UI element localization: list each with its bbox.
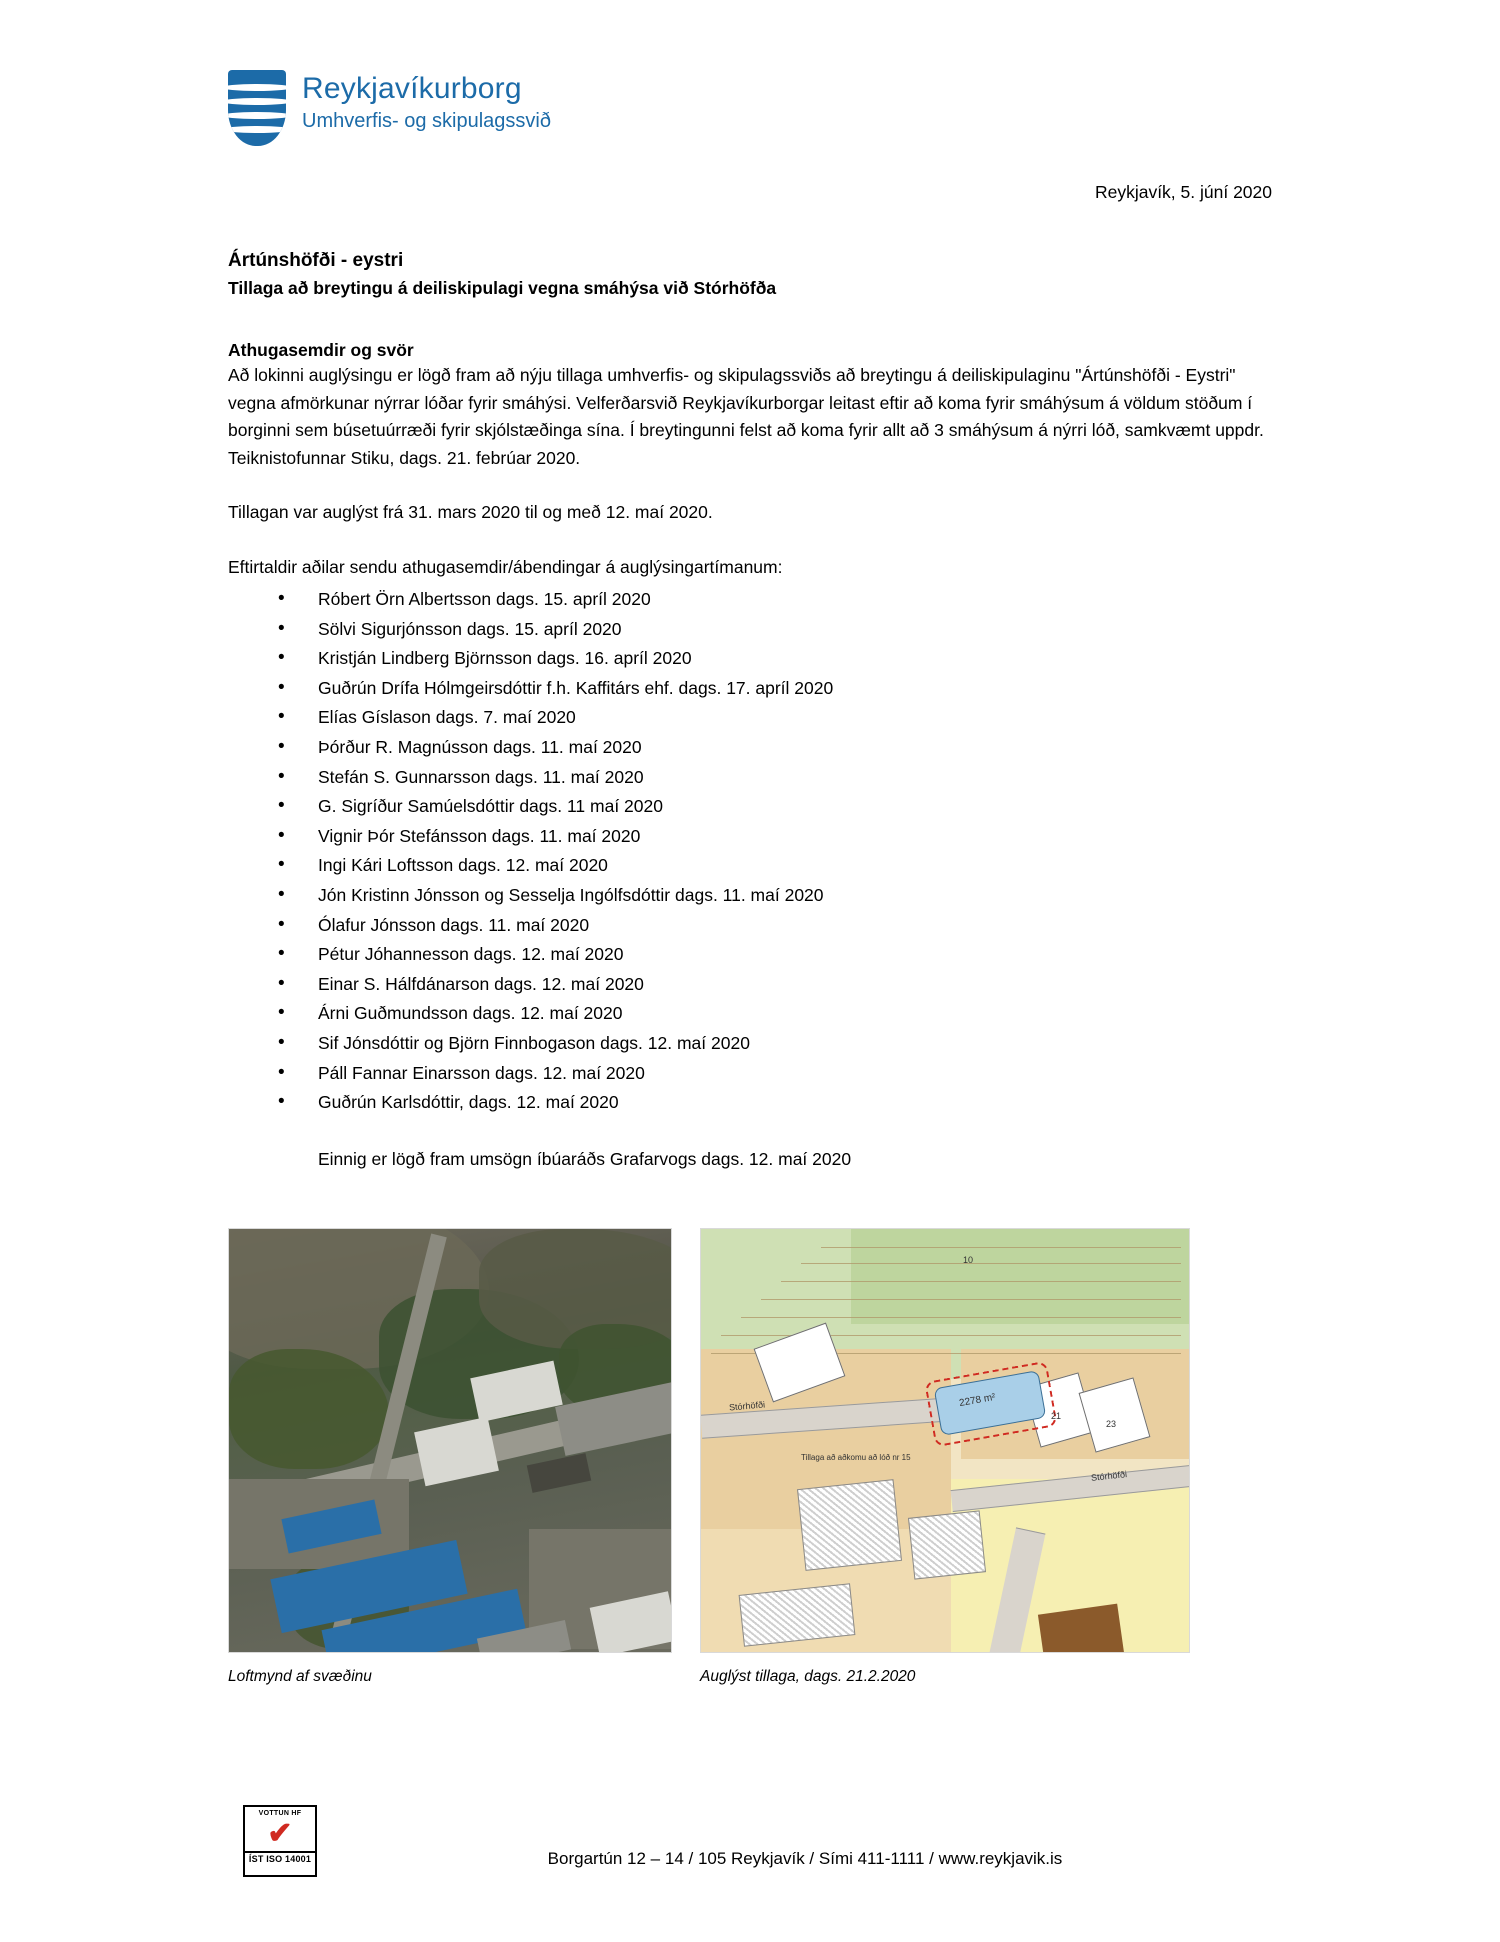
brand-text-block	[302, 70, 551, 134]
list-item: • Páll Fannar Einarsson dags. 12. maí 2020	[228, 1059, 1275, 1089]
list-item: • Árni Guðmundsson dags. 12. maí 2020	[228, 999, 1275, 1029]
certification-bottom-label: ÍST ISO 14001	[245, 1851, 315, 1864]
page-title: Ártúnshöfði - eystri	[228, 250, 404, 271]
checkmark-icon: ✔	[267, 1817, 293, 1850]
list-item: • Þórður R. Magnússon dags. 11. maí 2020	[228, 733, 1275, 763]
list-item: • Róbert Örn Albertsson dags. 15. apríl 2020	[228, 585, 1275, 615]
plan-drawing-image	[700, 1228, 1190, 1653]
certification-top-label: VOTTUN HF	[245, 1810, 315, 1817]
plot-number-23: 23	[1106, 1419, 1117, 1429]
street-label-1: Stórhöfði	[728, 1399, 766, 1413]
aerial-photo-image	[228, 1228, 672, 1653]
list-item: • Kristján Lindberg Björnsson dags. 16. apríl 2020	[228, 644, 1275, 674]
list-item: • Stefán S. Gunnarsson dags. 11. maí 2020	[228, 763, 1275, 793]
section-heading: Athugasemdir og svör	[228, 340, 414, 360]
figure-aerial-photo	[228, 1228, 672, 1685]
list-item: • Ólafur Jónsson dags. 11. maí 2020	[228, 911, 1275, 941]
list-item: • Ingi Kári Loftsson dags. 12. maí 2020	[228, 851, 1275, 881]
advertised-paragraph: Tillagan var auglýst frá 31. mars 2020 til og með 12. maí 2020.	[228, 502, 713, 522]
brand-department: Umhverfis- og skipulagssvið	[302, 110, 551, 132]
footer-address-text: Borgartún 12 – 14 / 105 Reykjavík / Sími 411-1111 / www.reykjavik.is	[547, 1849, 1063, 1868]
list-item: • Sif Jónsdóttir og Björn Finnbogason dags. 12. maí 2020	[228, 1029, 1275, 1059]
list-item: • Elías Gíslason dags. 7. maí 2020	[228, 703, 1275, 733]
closing-note: Einnig er lögð fram umsögn íbúaráðs Grafarvogs dags. 12. maí 2020	[318, 1148, 852, 1169]
figure-plan-drawing	[700, 1228, 1190, 1685]
page-subtitle: Tillaga að breytingu á deiliskipulagi vegna smáhýsa við Stórhöfða	[228, 278, 777, 298]
list-item: • Guðrún Karlsdóttir, dags. 12. maí 2020	[228, 1088, 1275, 1118]
list-item: • Sölvi Sigurjónsson dags. 15. apríl 2020	[228, 615, 1275, 645]
letterhead	[228, 70, 551, 146]
list-item: • G. Sigríður Samúelsdóttir dags. 11 maí 2020	[228, 792, 1275, 822]
plot-number-10: 10	[963, 1255, 974, 1265]
intro-paragraph: Að lokinni auglýsingu er lögð fram að nýju tillaga umhverfis- og skipulagssviðs að breytingu á deiliskipulaginu "Ártúnshöfði - Eystri" vegna afmörkunar nýrrar lóðar fyrir smáhýsi. Velferðarsvið Reykjavíkurborgar leitast eftir að koma fyrir smáhýsum á völdum stöðum í borginni sem búsetuúrræði fyrir skjólstæðinga sína. Í breytingunni felst að koma fyrir allt að 3 smáhýsum á nýrri lóð, samkvæmt uppdr. Teiknistofunnar Stiku, dags. 21. febrúar 2020.	[228, 365, 1264, 468]
figure-caption: Auglýst tillaga, dags. 21.2.2020	[700, 1668, 916, 1685]
list-item: • Guðrún Drífa Hólmgeirsdóttir f.h. Kaffitárs ehf. dags. 17. apríl 2020	[228, 674, 1275, 704]
list-item: • Pétur Jóhannesson dags. 12. maí 2020	[228, 940, 1275, 970]
list-item: • Vignir Þór Stefánsson dags. 11. maí 2020	[228, 822, 1275, 852]
footer-address	[0, 1848, 1500, 1870]
place-date: Reykjavík, 5. júní 2020	[1094, 182, 1272, 202]
plot-number-21: 21	[1051, 1411, 1062, 1421]
figure-caption: Loftmynd af svæðinu	[228, 1668, 372, 1685]
parcel-area-label: 2278 m²	[958, 1391, 997, 1410]
list-item: • Einar S. Hálfdánarson dags. 12. maí 2020	[228, 970, 1275, 1000]
access-note-label: Tillaga að aðkomu að lóð nr 15	[801, 1453, 911, 1462]
list-intro: Eftirtaldir aðilar sendu athugasemdir/ábendingar á auglýsingartímanum:	[228, 556, 783, 577]
reykjavik-crest-icon	[228, 70, 286, 146]
street-label-2: Stórhöfði	[1090, 1469, 1128, 1483]
figure-row	[228, 1228, 1275, 1685]
brand-name: Reykjavíkurborg	[302, 72, 522, 105]
commenters-list	[228, 585, 1275, 1118]
list-item: • Jón Kristinn Jónsson og Sesselja Ingólfsdóttir dags. 11. maí 2020	[228, 881, 1275, 911]
document-body	[228, 248, 1275, 1173]
